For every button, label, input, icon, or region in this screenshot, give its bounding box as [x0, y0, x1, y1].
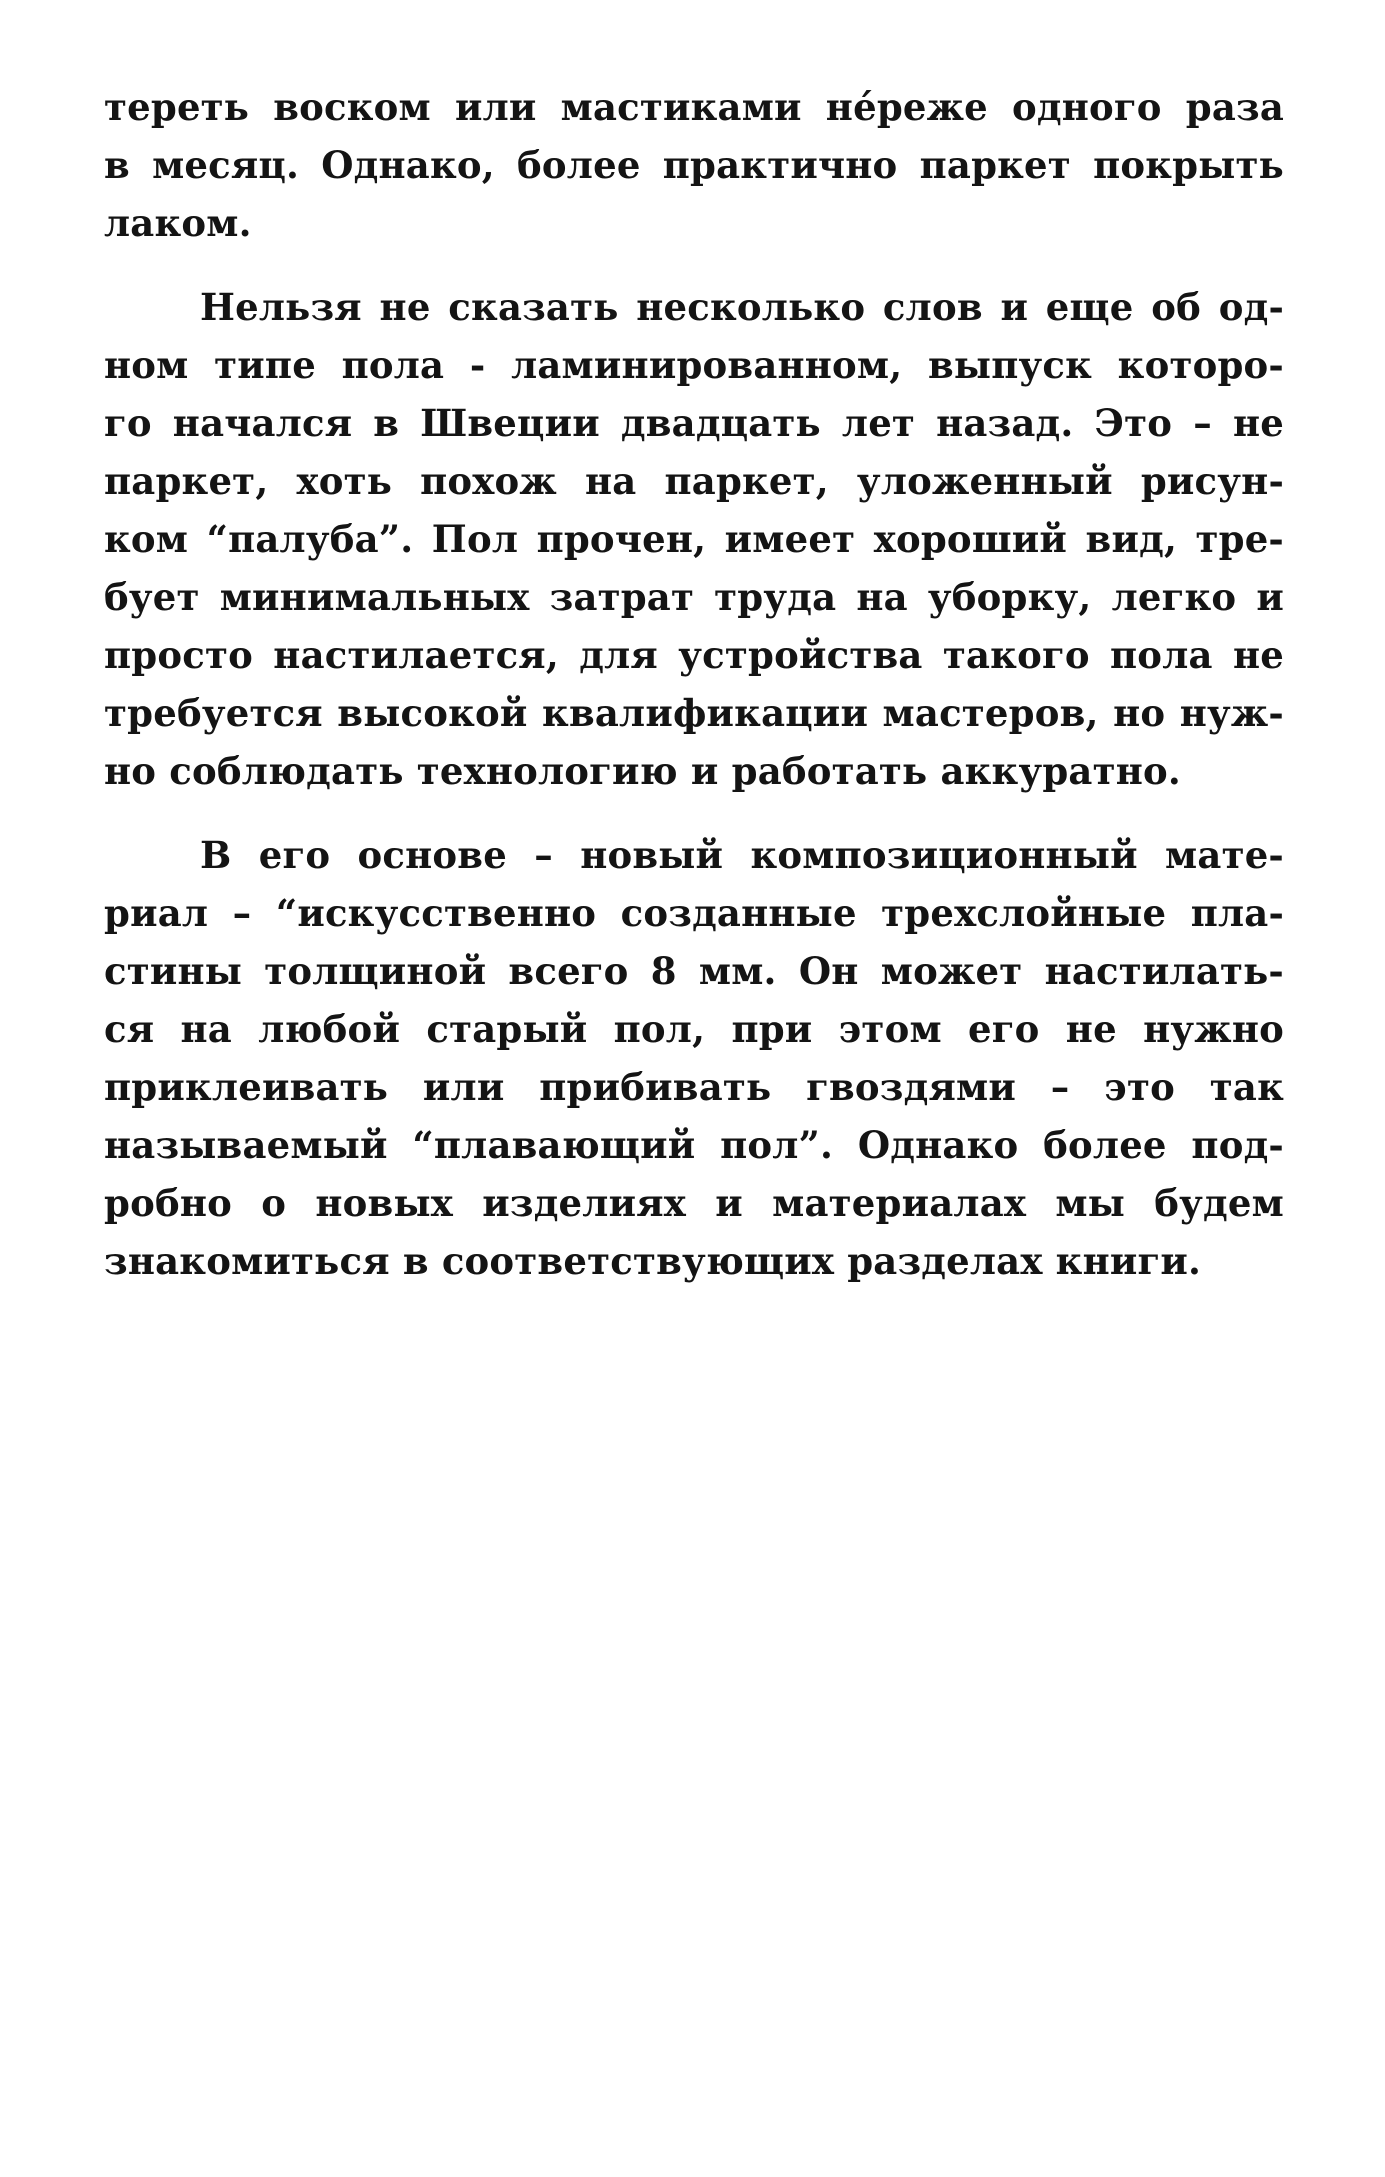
text-line: паркет, хоть похож на паркет, уложенный рисун-	[104, 459, 1284, 503]
text-line: стины толщиной всего 8 мм. Он может настилать-	[104, 949, 1284, 993]
text-line: знакомиться в соответствующих разделах книги.	[104, 1239, 1202, 1283]
text-line: лаком.	[104, 201, 252, 245]
text-line: го начался в Швеции двадцать лет назад. Это – не	[104, 401, 1284, 445]
paragraph-1	[104, 78, 1284, 252]
text-line: бует минимальных затрат труда на уборку, легко и	[104, 575, 1284, 619]
text-line: В его основе – новый композиционный мате-	[200, 833, 1284, 877]
paragraph-3	[104, 826, 1284, 1290]
text-line: ком “палуба”. Пол прочен, имеет хороший вид, тре-	[104, 517, 1284, 561]
paragraph-2	[104, 278, 1284, 800]
text-line: Нельзя не сказать несколько слов и еще об од-	[200, 285, 1284, 329]
text-line: робно о новых изделиях и материалах мы будем	[104, 1181, 1284, 1225]
text-line: называемый “плавающий пол”. Однако более под-	[104, 1123, 1284, 1167]
text-line: ном типе пола - ламинированном, выпуск которо-	[104, 343, 1284, 387]
body-text	[104, 78, 1284, 1316]
text-line: но соблюдать технологию и работать аккуратно.	[104, 749, 1181, 793]
text-line: тереть воском или мастиками не́реже одного раза	[104, 85, 1284, 129]
text-line: риал – “искусственно созданные трехслойные пла-	[104, 891, 1284, 935]
text-line: требуется высокой квалификации мастеров, но нуж-	[104, 691, 1284, 735]
text-line: в месяц. Однако, более практично паркет покрыть	[104, 143, 1284, 187]
text-line: приклеивать или прибивать гвоздями – это так	[104, 1065, 1284, 1109]
text-line: просто настилается, для устройства такого пола не	[104, 633, 1284, 677]
text-line: ся на любой старый пол, при этом его не нужно	[104, 1007, 1284, 1051]
